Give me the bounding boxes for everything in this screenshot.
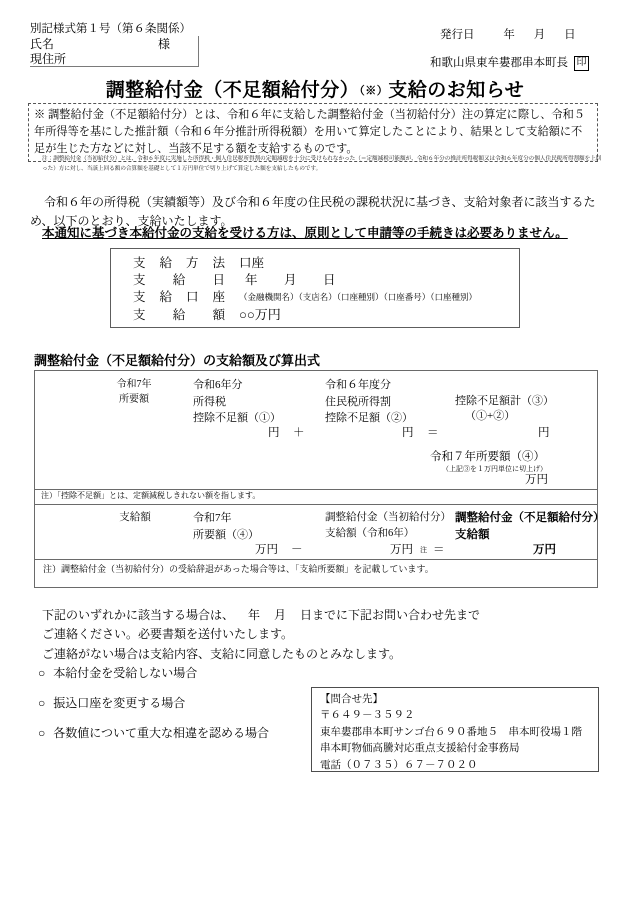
case-item-3 <box>38 725 269 741</box>
calc-b2-col2 <box>325 510 451 542</box>
calc-b2-unit-1: 万円 <box>255 544 278 556</box>
calc-b1-col1-line2: 所得税 <box>193 395 226 408</box>
calc-b1-col3-line1: 控除不足額計（③） <box>455 395 554 407</box>
calc-b2-col1 <box>193 510 259 543</box>
payment-row-amount <box>133 306 281 324</box>
closing-line-3: ご連絡がない場合は支給内容、支給に同意したものとみなします。 <box>42 646 402 661</box>
payment-row-account <box>133 289 477 306</box>
circle-bullet-icon: ○ <box>38 696 46 711</box>
calc-b1-col0 <box>99 377 169 407</box>
contact-title: 【問合せ先】 <box>320 694 383 705</box>
explanation-box <box>28 103 598 162</box>
calc-b1-col2-line2: 住民税所得割 <box>325 395 391 408</box>
calc-b2-col2-line2: 支給額（令和6年） <box>325 527 415 539</box>
calculation-note-1: 注）「控除不足額」とは、定額減税しきれない額を指します。 <box>41 491 261 500</box>
calc-b1-plus-operator: ＋ <box>293 427 305 439</box>
calc-b1-yen-3: 円 <box>538 427 550 439</box>
closing-month-label: 月 <box>274 608 287 622</box>
contact-phone: 電話（０７３５）６７－７０２０ <box>320 759 478 771</box>
calc-b1-col0-line2: 所要額 <box>119 394 149 405</box>
payment-row-date <box>133 272 343 289</box>
calc-b2-equals-operator: ＝ <box>433 544 445 556</box>
contact-office-name: 串本町物価高騰対応重点支援給付金事務局 <box>320 743 520 755</box>
contact-postal-code: 〒６４９－３５９２ <box>320 710 415 722</box>
circle-bullet-icon: ○ <box>38 666 46 680</box>
issue-date-label: 発行日 <box>440 29 475 41</box>
payment-date-value: 年 月 日 <box>245 273 343 287</box>
calc-b2-col3 <box>455 510 605 545</box>
calc-b2-superscript-note: 注 <box>420 546 427 554</box>
addressee-name-label: 氏名 <box>30 37 55 51</box>
calc-divider-2 <box>35 504 597 505</box>
case-item-1-label: 本給付金を受給しない場合 <box>53 666 198 680</box>
calc-b1-required-title: 令和７年所要額（④） <box>430 451 545 463</box>
contact-address: 東牟婁郡串本町サンゴ台６９０番地５ 串本町役場１階 <box>320 726 582 738</box>
calc-b2-formula-row <box>35 543 597 559</box>
seal-icon: 印 <box>574 56 589 71</box>
calc-b1-col2-line1: 令和６年度分 <box>325 379 391 391</box>
calc-b2-unit-2: 万円 <box>390 544 413 556</box>
explanation-footnote: 注：調整給付金（当初給付分）とは、令和６年度に実施した所得税・個人住民税所得割の定額減税を十分に受けられなかった（＝定額減税可能額が、令和６年分の推計所得税額又は令和６年度分の個人住民税所得割額を上回った）方に対し、当該上回る額の合算額を基礎として１万円単位で切り上げて算定した額を支給したものです。 <box>42 156 602 172</box>
calc-b2-col0: 支給額 <box>119 512 151 523</box>
issue-date-year-label: 年 <box>503 29 515 41</box>
calc-b1-yen-1: 円 <box>268 427 280 439</box>
calc-b1-col3-line2: （①+②） <box>465 410 516 422</box>
circle-bullet-icon: ○ <box>38 726 46 741</box>
calc-b2-col3-line1: 調整給付金（不足額給付分） <box>455 512 605 524</box>
form-number: 別記様式第１号（第６条関係） <box>30 23 191 35</box>
intro-emphasis: 本通知に基づき本給付金の支給を受ける方は、原則として申請等の手続きは必要ありません。 <box>42 226 568 240</box>
closing-line-1 <box>42 606 522 625</box>
case-item-3-label: 各数値について重大な相違を認める場合 <box>53 726 270 741</box>
calc-b1-col2-line3: 控除不足額（②） <box>325 412 413 424</box>
calc-b1-required-note: （上記③を１万円単位に切上げ） <box>442 465 547 473</box>
issue-date-day-label: 日 <box>564 29 576 41</box>
addressee-sama-suffix: 様 <box>158 37 171 51</box>
calc-b1-col1-line3: 控除不足額（①） <box>193 412 281 424</box>
calc-b2-col1-line1: 令和7年 <box>193 512 232 524</box>
closing-line-2: ご連絡ください。必要書類を送付いたします。 <box>42 627 294 642</box>
payment-method-label: 支給方法 <box>133 256 225 270</box>
calc-b1-yen-2: 円 <box>402 427 414 439</box>
page-title-kome: （※） <box>359 85 389 97</box>
issue-date-row <box>440 28 576 44</box>
payment-date-label: 支給日 <box>133 273 225 287</box>
payment-account-value: （金融機関名）（支店名）（口座種別）（口座番号）（口座種別） <box>239 292 478 302</box>
page-title-suffix: 支給のお知らせ <box>388 80 525 101</box>
payment-amount-value: ○○万円 <box>239 307 281 322</box>
payment-account-label: 支給口座 <box>133 290 225 304</box>
calc-divider-3 <box>35 559 597 560</box>
calc-b2-col2-line1: 調整給付金（当初給付分） <box>325 512 451 523</box>
calc-b1-formula-row <box>35 426 597 442</box>
calc-b2-col3-line2: 支給額 <box>455 529 490 542</box>
case-list <box>38 665 269 756</box>
issue-date-month-label: 月 <box>533 29 546 41</box>
payment-method-value: 口座 <box>239 256 265 270</box>
addressee-box <box>30 36 199 67</box>
closing-day-label: 日までに下記お問い合わせ先まで <box>300 608 481 622</box>
contact-box <box>311 687 599 772</box>
issuer-row <box>430 56 589 72</box>
calc-b2-col1-line2: 所要額（④） <box>193 528 259 541</box>
calculation-table <box>34 370 605 588</box>
calc-b1-col2 <box>325 377 413 427</box>
closing-paragraph <box>42 606 522 664</box>
addressee-address-label: 現住所 <box>30 52 67 66</box>
explanation-text: ※ 調整給付金（不足額給付分）とは、令和６年に支給した調整給付金（当初給付分）注の算定に際し、令和５年所得等を基にした推計額（令和６年分推計所得税額）を用いて算定したことにより、結果として支給額に不足が生じた方などに対し、当該不足する額を支給するものです。 <box>34 109 585 156</box>
case-item-2 <box>38 695 269 711</box>
calc-b1-col0-line1: 令和7年 <box>116 379 152 390</box>
case-item-1 <box>38 665 269 681</box>
calc-b1-required-unit: 万円 <box>525 474 548 486</box>
page-title-main: 調整給付金（不足額給付分） <box>105 80 360 101</box>
calc-b1-col1 <box>193 377 281 427</box>
calc-b1-equals-operator: ＝ <box>427 427 439 439</box>
calculation-note-2: 注）調整給付金（当初給付分）の受給辞退があった場合等は、「支給所要額」を記載しています。 <box>43 564 434 574</box>
calc-b2-minus-operator: － <box>291 544 303 556</box>
closing-line1-text: 下記のいずれかに該当する場合は、 <box>42 608 235 622</box>
calc-b2-unit-3: 万円 <box>533 544 556 556</box>
page-title <box>0 78 630 104</box>
calc-b1-col1-line1: 令和6年分 <box>193 379 243 391</box>
calculation-heading: 調整給付金（不足額給付分）の支給額及び算出式 <box>34 353 321 368</box>
payment-row-method <box>133 255 264 272</box>
closing-year-label: 年 <box>248 608 261 622</box>
case-item-2-label: 振込口座を変更する場合 <box>53 696 186 711</box>
payment-summary-box <box>110 248 520 328</box>
issuer-name: 和歌山県東牟婁郡串本町長 <box>430 57 568 69</box>
intro-paragraph: 令和６年の所得税（実績額等）及び令和６年度の住民税の課税状況に基づき、支給対象者に該当するため、以下のとおり、支給いたします。 <box>30 195 596 228</box>
payment-amount-label: 支給額 <box>133 308 225 322</box>
